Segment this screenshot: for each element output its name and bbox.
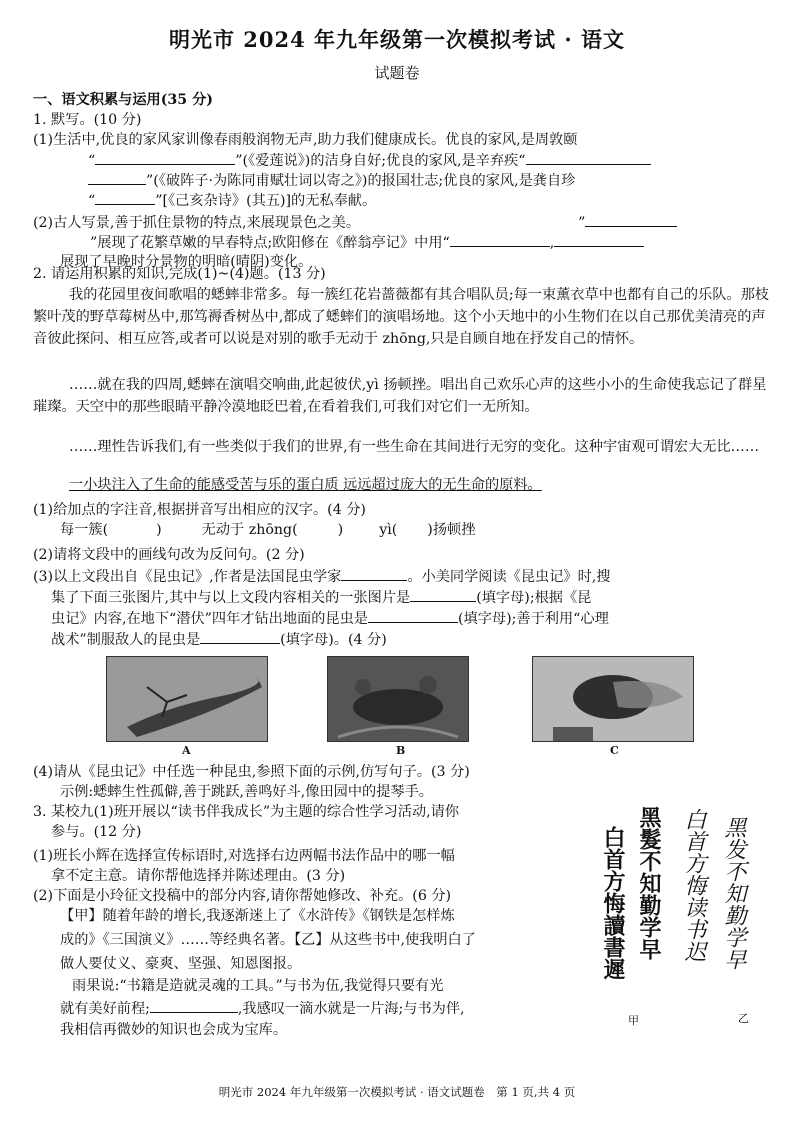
answer-blank[interactable] [410,587,476,602]
section-heading: 一、语文积累与运用(35 分) [33,92,213,108]
page-footer: 明光市 2024 年九年级第一次模拟考试 · 语文试题卷 第 1 页,共 4 页 [218,1085,576,1099]
q3-2-b: 成的》《三国演义》……等经典名著。【乙】从这些书中,使我明白了 [60,932,476,948]
q1-2-line-c: 展现了早晚时分景物的明暗(晴阴)变化。 [60,254,313,270]
q2-3-line-c: 虫记》内容,在地下“潜伏”四年才钻出地面的昆虫是 (填字母);善于利用“心理 [51,608,609,629]
answer-blank[interactable] [150,998,238,1013]
answer-blank[interactable] [88,170,146,185]
q2-2: (2)请将文段中的画线句改为反问句。(2 分) [33,547,305,563]
q1-1-line-a: (1)生活中,优良的家风家训像春雨般润物无声,助力我们健康成长。优良的家风,是周敦颐 [33,132,578,148]
answer-blank[interactable] [585,212,677,227]
q3-2-f: 我相信再微妙的知识也会成为宝库。 [60,1022,288,1038]
q2-3-line-b: 集了下面三张图片,其中与以上文段内容相关的一张图片是 (填字母);根据《昆 [51,587,591,608]
q2-1-items: 每一簇( ) 无动于 zhōng( ) yì( )扬顿挫 [60,522,476,538]
q1-1-line-d: “ ”[《己亥杂诗》(其五)]的无私奉献。 [88,190,376,211]
answer-blank[interactable] [368,608,458,623]
q1-1-line-c: ”(《破阵子·为陈同甫赋壮词以寄之》)的报国壮志;优良的家风,是龚自珍 [88,170,575,191]
q3-1-a: (1)班长小辉在选择宣传标语时,对选择右边两幅书法作品中的哪一幅 [33,848,455,864]
answer-blank[interactable] [95,150,235,165]
image-caption-c: C [610,744,619,757]
page-title: 明光市 2024 年九年级第一次模拟考试 · 语文 [168,27,625,52]
q3-2-a: 【甲】随着年龄的增长,我逐渐迷上了《水浒传》《钢铁是怎样炼 [60,908,455,924]
q1-2-line-b: ”展现了花繁草嫩的早春特点;欧阳修在《醉翁亭记》中用“ , [90,232,644,253]
passage-paragraph-1: 我的花园里夜间歌唱的蟋蟀非常多。每一簇红花岩蔷薇都有其合唱队员;每一束薰衣草中也都有自己的乐队。那枝繁叶茂的野草莓树丛中,那笃褥香树丛中,都成了蟋蟀们的演唱场地。这个小天地中的小生物们在以自己那优美清亮的声音彼此探问、相互应答,或者可以说是对别的歌手无动于 zhōng,只是自顾自地在抒发自己的情怀。 [33,287,769,347]
insects-image [327,656,469,742]
q3-2-d: 雨果说:“书籍是造就灵魂的工具。”与书为伍,我觉得只要有光 [72,978,444,994]
q1-heading: 1. 默写。(10 分) [33,112,142,128]
answer-blank[interactable] [200,629,280,644]
q2-heading: 2. 请运用积累的知识,完成(1)~(4)题。(13 分) [33,266,326,282]
q2-4-example: 示例:蟋蟀生性孤僻,善于跳跃,善鸣好斗,像田园中的提琴手。 [60,784,433,800]
q2-1: (1)给加点的字注音,根据拼音写出相应的汉字。(4 分) [33,502,366,518]
q2-3-line-a: (3)以上文段出自《昆虫记》,作者是法国昆虫学家 。小美同学阅读《昆虫记》时,搜 [33,566,611,587]
underlined-sentence: 一小块注入了生命的能感受苦与乐的蛋白质 远远超过庞大的无生命的原料。 [69,477,542,493]
q1-2-line-a: (2)古人写景,善于抓住景物的特点,来展现景色之美。 ” [33,212,677,233]
answer-blank[interactable] [554,232,644,247]
passage-paragraph-2: ……就在我的四周,蟋蟀在演唱交响曲,此起彼伏,yì 扬顿挫。唱出自己欢乐心声的这些小小的生命使我忘记了群星璀璨。天空中的那些眼睛平静冷漠地眨巴着,在看着我们,可我们对它们一无所知。 [33,377,767,415]
q3-2-c: 做人要仗义、豪爽、坚强、知恩图报。 [60,956,302,972]
answer-blank[interactable] [526,150,651,165]
calligraphy-jia-col2: 白首方悔讀書遲 [600,826,626,980]
mantis-image [106,656,268,742]
page-subtitle: 试题卷 [374,64,420,82]
image-caption-a: A [182,744,191,757]
q1-1-line-b: “ ”(《爱莲说》)的洁身自好;优良的家风,是辛弃疾“ [88,150,651,171]
passage-paragraph-4 [33,474,773,496]
q3-heading-b: 参与。(12 分) [51,824,142,840]
calligraphy-yi-col1: 黑发不知勤学早 [721,816,746,970]
answer-blank[interactable] [450,232,550,247]
answer-blank[interactable] [95,190,155,205]
q2-3-line-d: 战术”制服敌人的昆虫是 (填字母)。(4 分) [51,629,387,650]
q3-1-b: 拿不定主意。请你帮他选择并陈述理由。(3 分) [51,868,346,884]
calligraphy-jia-label: 甲 [628,1014,639,1027]
q3-heading-a: 3. 某校九(1)班开展以“读书伴我成长”为主题的综合性学习活动,请你 [33,804,460,820]
calligraphy-yi-label: 乙 [738,1012,749,1025]
q3-2: (2)下面是小玲征文投稿中的部分内容,请你帮她修改、补充。(6 分) [33,888,452,904]
passage-paragraph-3: ……理性告诉我们,有一些类似于我们的世界,有一些生命在其间进行无穷的变化。这种宇宙观可谓宏大无比…… [69,439,760,455]
image-caption-b: B [396,744,406,757]
cicada-image [532,656,694,742]
calligraphy-yi-col2: 白首方悔读书迟 [681,808,706,962]
q2-4: (4)请从《昆虫记》中任选一种昆虫,参照下面的示例,仿写句子。(3 分) [33,764,470,780]
q3-2-e: 就有美好前程; ,我感叹一滴水就是一片海;与书为伴, [60,998,465,1019]
answer-blank[interactable] [341,566,407,581]
calligraphy-jia-col1: 黑髮不知勤学早 [636,806,662,960]
